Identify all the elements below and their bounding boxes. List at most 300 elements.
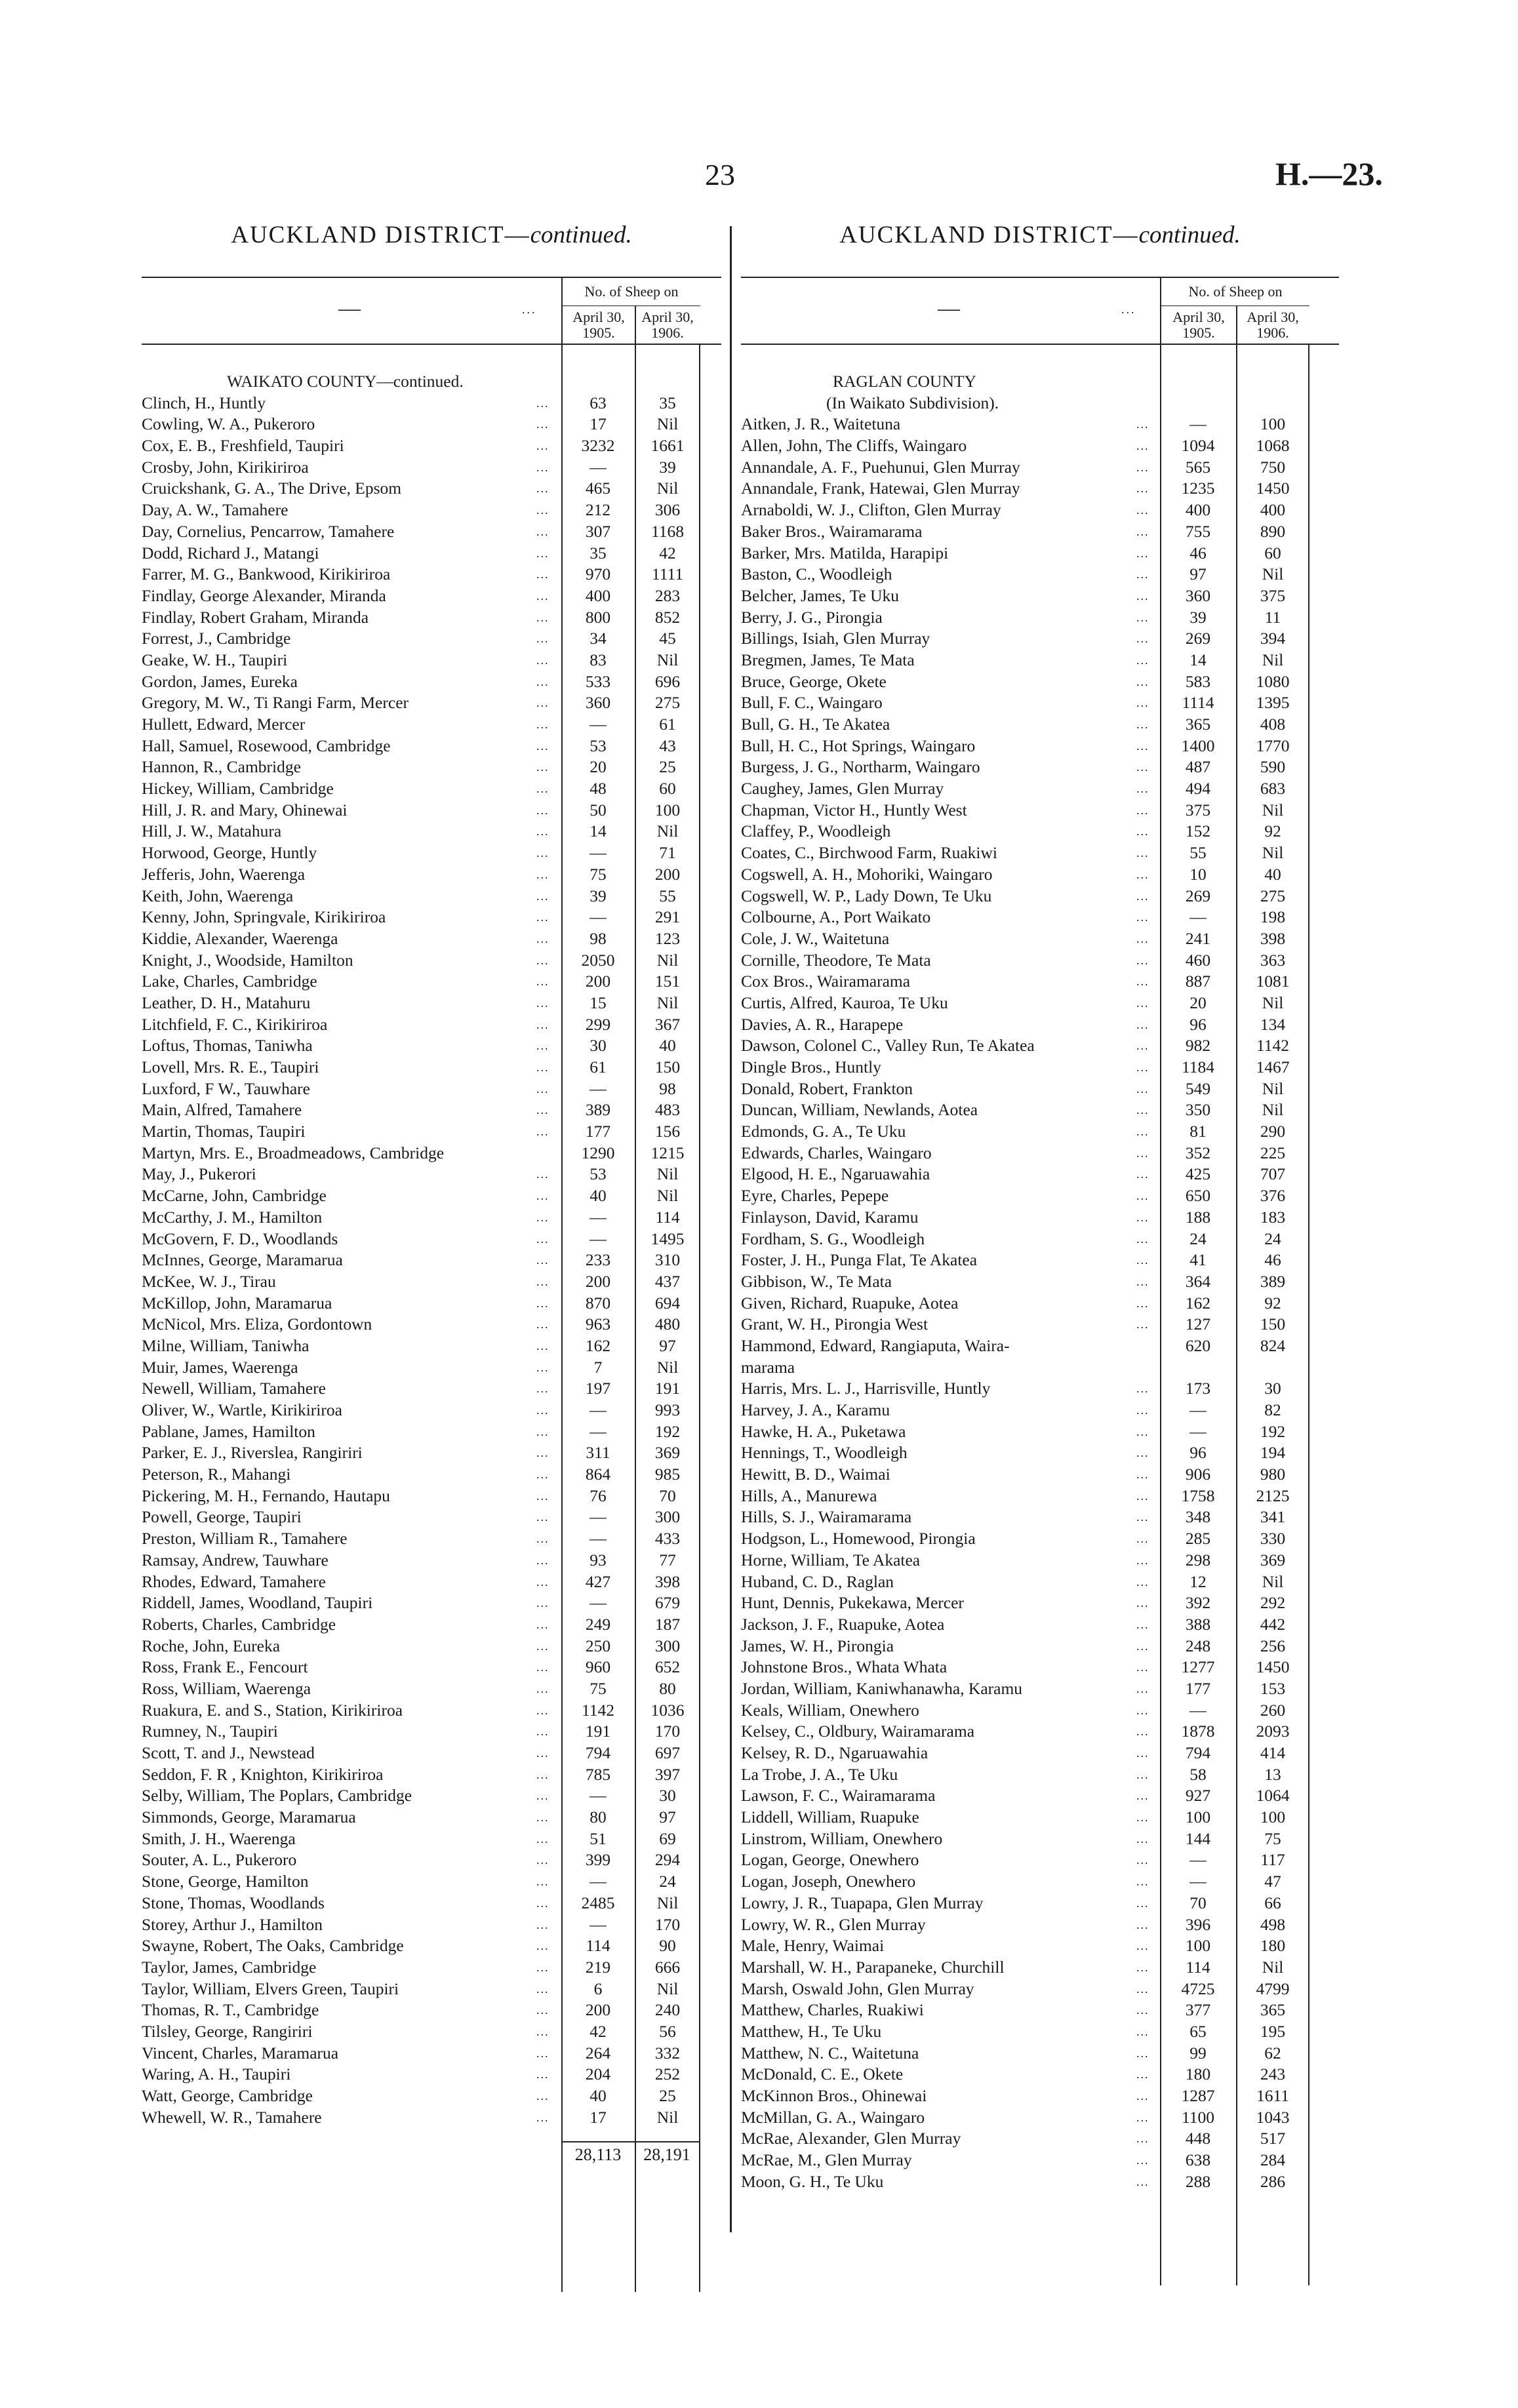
sheep-1906: Nil bbox=[656, 2107, 679, 2127]
table-row bbox=[142, 864, 721, 886]
owner-name: Ruakura, E. and S., Station, Kirikiriroa bbox=[142, 1700, 403, 1720]
table-row bbox=[741, 1636, 1339, 1657]
sheep-1906: Nil bbox=[656, 1357, 679, 1377]
sheep-1906: Nil bbox=[656, 950, 679, 970]
sheep-1906: 1215 bbox=[650, 1143, 685, 1162]
sheep-1905: — bbox=[589, 457, 607, 477]
owner-name: Harvey, J. A., Karamu bbox=[741, 1400, 890, 1419]
leader-dots: ... bbox=[1136, 675, 1149, 688]
owner-name: Marsh, Oswald John, Glen Murray bbox=[741, 1979, 974, 1998]
table-row bbox=[741, 1442, 1339, 1464]
leader-dots: ... bbox=[1136, 524, 1149, 538]
sheep-1906: 195 bbox=[1260, 2021, 1286, 2041]
sheep-1905: 61 bbox=[589, 1057, 607, 1076]
leader-dots: ... bbox=[536, 503, 549, 517]
sheep-1905: 425 bbox=[1185, 1164, 1211, 1184]
table-row bbox=[142, 1014, 721, 1036]
sheep-1905: 14 bbox=[589, 821, 607, 841]
table-row bbox=[741, 1250, 1339, 1271]
table-row bbox=[142, 1807, 721, 1828]
leader-dots: ... bbox=[536, 1789, 549, 1803]
owner-name: Cole, J. W., Waitetuna bbox=[741, 928, 890, 948]
leader-dots: ... bbox=[536, 1189, 549, 1203]
table-row bbox=[142, 1271, 721, 1293]
county-heading-text: RAGLAN COUNTY bbox=[833, 372, 976, 391]
table-row bbox=[741, 1421, 1339, 1443]
leader-dots: ... bbox=[1136, 1404, 1149, 1417]
table-row bbox=[142, 971, 721, 993]
table-row bbox=[142, 692, 721, 714]
sheep-1906: 13 bbox=[1264, 1764, 1281, 1784]
sheep-1906: 400 bbox=[1260, 500, 1286, 520]
table-row bbox=[741, 1785, 1339, 1807]
leader-dots: ... bbox=[536, 1510, 549, 1524]
owner-name: Watt, George, Cambridge bbox=[142, 2086, 313, 2105]
leader-dots: ... bbox=[536, 589, 549, 602]
sheep-1906: 398 bbox=[1260, 928, 1286, 948]
sheep-1905: 127 bbox=[1185, 1314, 1211, 1334]
owner-name: Milne, William, Taniwha bbox=[142, 1335, 310, 1355]
sheep-1906: 40 bbox=[659, 1036, 676, 1056]
sheep-1906: 310 bbox=[654, 1250, 681, 1270]
leader-dots: ... bbox=[536, 2003, 549, 2017]
leader-dots: ... bbox=[1136, 1853, 1149, 1867]
sheep-1905: 1878 bbox=[1181, 1722, 1215, 1741]
sheep-1906: 1661 bbox=[650, 436, 685, 456]
owner-name: Clinch, H., Huntly bbox=[142, 393, 266, 412]
owner-name: Litchfield, F. C., Kirikiriroa bbox=[142, 1014, 328, 1034]
owner-name: Logan, George, Onewhero bbox=[741, 1850, 919, 1870]
leader-dots: ... bbox=[536, 1468, 549, 1482]
leader-dots: ... bbox=[536, 1296, 549, 1310]
leader-dots: ... bbox=[536, 460, 549, 474]
owner-name: Matthew, Charles, Ruakiwi bbox=[741, 2000, 924, 2020]
sheep-1906: 1043 bbox=[1256, 2107, 1290, 2127]
table-row bbox=[142, 2000, 721, 2021]
sheep-1905: 487 bbox=[1185, 757, 1211, 777]
owner-name: Souter, A. L., Pukeroro bbox=[142, 1850, 297, 1870]
sheep-1906: 39 bbox=[659, 457, 676, 477]
sheep-1906: 1395 bbox=[1256, 693, 1290, 713]
table-row bbox=[741, 993, 1339, 1014]
sheep-1905: — bbox=[1189, 1850, 1207, 1870]
leader-dots: ... bbox=[1136, 825, 1149, 839]
sheep-1905: 96 bbox=[1189, 1443, 1207, 1463]
sheep-1905: — bbox=[589, 1593, 607, 1613]
sheep-1905: 40 bbox=[589, 1186, 607, 1206]
table-row bbox=[741, 1464, 1339, 1486]
header-col-1906: April 30, 1906. bbox=[1236, 306, 1308, 344]
owner-name: Bull, H. C., Hot Springs, Waingaro bbox=[741, 736, 976, 755]
owner-name: Bregmen, James, Te Mata bbox=[741, 650, 915, 669]
owner-name: Claffey, P., Woodleigh bbox=[741, 821, 891, 841]
leader-dots: ... bbox=[1136, 1896, 1149, 1910]
owner-name: Kenny, John, Springvale, Kirikiriroa bbox=[142, 907, 386, 927]
sheep-1906: 200 bbox=[654, 864, 681, 884]
leader-dots: ... bbox=[536, 1553, 549, 1567]
owner-name: Baston, C., Woodleigh bbox=[741, 564, 892, 584]
sheep-1905: — bbox=[589, 1507, 607, 1527]
owner-name: Hall, Samuel, Rosewood, Cambridge bbox=[142, 736, 391, 755]
owner-name: Allen, John, The Cliffs, Waingaro bbox=[741, 436, 967, 456]
leader-dots: ... bbox=[536, 1532, 549, 1546]
sheep-1906: 890 bbox=[1260, 521, 1286, 541]
sheep-1906: 300 bbox=[654, 1636, 681, 1655]
leader-dots: ... bbox=[1136, 418, 1149, 431]
leader-dots: ... bbox=[1136, 1596, 1149, 1610]
sheep-1905: — bbox=[1189, 414, 1207, 434]
leader-dots: ... bbox=[536, 718, 549, 731]
owner-name: Chapman, Victor H., Huntly West bbox=[741, 800, 967, 819]
owner-name: Farrer, M. G., Bankwood, Kirikiriroa bbox=[142, 564, 391, 584]
sheep-1905: 241 bbox=[1185, 928, 1211, 948]
sheep-1906: Nil bbox=[1262, 1100, 1284, 1120]
table-row bbox=[142, 650, 721, 671]
owner-name: Swayne, Robert, The Oaks, Cambridge bbox=[142, 1936, 404, 1956]
sheep-1905: 460 bbox=[1185, 950, 1211, 970]
owner-name: Vincent, Charles, Maramarua bbox=[142, 2043, 339, 2063]
table-row bbox=[142, 1764, 721, 1786]
table-row bbox=[741, 886, 1339, 907]
district-title bbox=[142, 216, 721, 254]
table-row bbox=[142, 1721, 721, 1743]
owner-name: Crosby, John, Kirikiriroa bbox=[142, 457, 309, 477]
sheep-1905: 620 bbox=[1185, 1335, 1211, 1355]
sheep-1906: 1081 bbox=[1256, 972, 1290, 991]
owner-name: Finlayson, David, Karamu bbox=[741, 1207, 919, 1227]
leader-dots: ... bbox=[1136, 1639, 1149, 1653]
leader-dots: ... bbox=[1136, 1425, 1149, 1438]
right-column bbox=[741, 216, 1339, 2285]
sheep-1905: — bbox=[589, 1421, 607, 1441]
leader-dots: ... bbox=[1136, 1103, 1149, 1117]
sheep-1905: 1277 bbox=[1181, 1657, 1215, 1677]
owner-name: Hill, J. W., Matahura bbox=[142, 821, 282, 841]
sheep-1906: 1611 bbox=[1256, 2086, 1290, 2105]
sheep-1905: 970 bbox=[585, 564, 611, 584]
sheep-1906: 150 bbox=[654, 1057, 681, 1076]
sheep-1905: 50 bbox=[589, 800, 607, 819]
page-number: 23 bbox=[705, 158, 735, 191]
sheep-1906: 283 bbox=[654, 585, 681, 605]
header-description-dash: — bbox=[338, 296, 361, 321]
sheep-1906: 284 bbox=[1260, 2150, 1286, 2170]
table-row bbox=[741, 714, 1339, 736]
table-row bbox=[142, 2107, 721, 2129]
sheep-1905: 93 bbox=[589, 1550, 607, 1569]
sheep-1906: 198 bbox=[1260, 907, 1286, 927]
sheep-1905: 114 bbox=[586, 1936, 610, 1956]
leader-dots: ... bbox=[536, 1767, 549, 1781]
sheep-1906: 183 bbox=[1260, 1207, 1286, 1227]
sheep-1906: 25 bbox=[659, 757, 676, 777]
sheep-1906: 437 bbox=[654, 1271, 681, 1291]
sheep-1905: 200 bbox=[585, 1271, 611, 1291]
leader-dots: ... bbox=[1136, 1446, 1149, 1460]
owner-name: Marshall, W. H., Parapaneke, Churchill bbox=[741, 1957, 1005, 1977]
sheep-1905: 963 bbox=[585, 1314, 611, 1334]
owner-name: Cruickshank, G. A., The Drive, Epsom bbox=[142, 479, 402, 498]
sheep-1906: Nil bbox=[656, 1979, 679, 1998]
sheep-1906: 397 bbox=[654, 1764, 681, 1784]
leader-dots: ... bbox=[536, 2089, 549, 2102]
sheep-1906: 97 bbox=[659, 1807, 676, 1827]
sheep-1906: 11 bbox=[1264, 607, 1281, 627]
owner-name: Hills, S. J., Wairamarama bbox=[741, 1507, 912, 1527]
owner-name: Keith, John, Waerenga bbox=[142, 886, 294, 905]
leader-dots: ... bbox=[1136, 1039, 1149, 1053]
leader-dots: ... bbox=[536, 1082, 549, 1095]
leader-dots: ... bbox=[1136, 1510, 1149, 1524]
leader-dots: ... bbox=[1136, 1189, 1149, 1203]
owner-name: Bull, G. H., Te Akatea bbox=[741, 715, 890, 734]
leader-dots: ... bbox=[536, 546, 549, 560]
leader-dots: ... bbox=[1136, 782, 1149, 796]
owner-name: Gordon, James, Eureka bbox=[142, 671, 298, 691]
sheep-1905: 48 bbox=[589, 779, 607, 799]
leader-dots: ... bbox=[1136, 1253, 1149, 1267]
sheep-1905: 219 bbox=[585, 1957, 611, 1977]
table-row bbox=[741, 1035, 1339, 1057]
sheep-1906: 60 bbox=[1264, 543, 1281, 563]
owner-name: Colbourne, A., Port Waikato bbox=[741, 907, 931, 927]
sheep-1906: 1080 bbox=[1256, 671, 1290, 691]
leader-dots: ... bbox=[536, 1811, 549, 1825]
sheep-1906: 363 bbox=[1260, 950, 1286, 970]
sheep-1906: 170 bbox=[654, 1914, 681, 1934]
table-row bbox=[142, 1636, 721, 1657]
sheep-1906: 389 bbox=[1260, 1271, 1286, 1291]
sheep-1905: 1400 bbox=[1181, 736, 1215, 755]
sheep-1906: 332 bbox=[654, 2043, 681, 2063]
table-row bbox=[741, 1121, 1339, 1143]
total-1905: 28,113 bbox=[574, 2145, 622, 2165]
sheep-1905: 76 bbox=[589, 1486, 607, 1505]
table-row bbox=[741, 864, 1339, 886]
owner-name: McKinnon Bros., Ohinewai bbox=[741, 2086, 927, 2105]
header-leader-dots: ... bbox=[522, 303, 537, 316]
leader-dots: ... bbox=[536, 1061, 549, 1074]
leader-dots: ... bbox=[1136, 1617, 1149, 1631]
sheep-1905: 200 bbox=[585, 2000, 611, 2020]
owner-name: Keals, William, Onewhero bbox=[741, 1700, 919, 1720]
leader-dots: ... bbox=[536, 803, 549, 817]
sheep-1906: 408 bbox=[1260, 715, 1286, 734]
sheep-1905: 392 bbox=[1185, 1593, 1211, 1613]
leader-dots: ... bbox=[1136, 2110, 1149, 2124]
sheep-1906: 42 bbox=[659, 543, 676, 563]
leader-dots: ... bbox=[536, 1832, 549, 1845]
sheep-1905: 4725 bbox=[1181, 1979, 1215, 1998]
sheep-1905: 906 bbox=[1185, 1465, 1211, 1484]
sheep-1905: 53 bbox=[589, 1164, 607, 1184]
owner-name: McCarthy, J. M., Hamilton bbox=[142, 1207, 323, 1227]
sheep-1906: 697 bbox=[654, 1743, 681, 1762]
table-row bbox=[741, 1979, 1339, 2000]
sheep-1905: 20 bbox=[589, 757, 607, 777]
sheep-1905: 177 bbox=[1185, 1678, 1211, 1698]
table-row bbox=[741, 457, 1339, 479]
sheep-1906: 517 bbox=[1260, 2129, 1286, 2148]
owner-name: Duncan, William, Newlands, Aotea bbox=[741, 1100, 978, 1120]
owner-name: Elgood, H. E., Ngaruawahia bbox=[741, 1164, 930, 1184]
table-row bbox=[741, 971, 1339, 993]
sheep-1905: — bbox=[1189, 1400, 1207, 1419]
sheep-1906: Nil bbox=[1262, 1957, 1284, 1977]
table-row bbox=[142, 1550, 721, 1571]
sheep-1905: 565 bbox=[1185, 457, 1211, 477]
table-row bbox=[142, 1871, 721, 1893]
leader-dots: ... bbox=[1136, 589, 1149, 602]
table-row bbox=[741, 1357, 1339, 1379]
sheep-1906: 123 bbox=[654, 928, 681, 948]
sheep-1905: 41 bbox=[1189, 1250, 1207, 1270]
owner-name: Cogswell, A. H., Mohoriki, Waingaro bbox=[741, 864, 993, 884]
owner-name: Hewitt, B. D., Waimai bbox=[741, 1465, 890, 1484]
sheep-1905: 12 bbox=[1189, 1571, 1207, 1591]
sheep-1905: 400 bbox=[1185, 500, 1211, 520]
leader-dots: ... bbox=[1136, 2046, 1149, 2060]
leader-dots: ... bbox=[1136, 1575, 1149, 1589]
sheep-1905: 350 bbox=[1185, 1100, 1211, 1120]
table-row bbox=[741, 1678, 1339, 1700]
sheep-1905: 173 bbox=[1185, 1379, 1211, 1398]
table-row bbox=[741, 1807, 1339, 1828]
sheep-1906: 330 bbox=[1260, 1529, 1286, 1549]
sheep-1906: 70 bbox=[659, 1486, 676, 1505]
sheep-1906: 306 bbox=[654, 500, 681, 520]
table-row bbox=[142, 457, 721, 479]
table-row bbox=[142, 714, 721, 736]
table-row bbox=[142, 1785, 721, 1807]
table-row bbox=[142, 543, 721, 564]
sheep-1905: 269 bbox=[1185, 629, 1211, 648]
sheep-1906: 696 bbox=[654, 671, 681, 691]
leader-dots: ... bbox=[1136, 653, 1149, 667]
sheep-1906: 134 bbox=[1260, 1014, 1286, 1034]
table-row bbox=[142, 1421, 721, 1443]
table-row bbox=[142, 1743, 721, 1764]
leader-dots: ... bbox=[1136, 2175, 1149, 2188]
sheep-1906: 98 bbox=[659, 1078, 676, 1098]
sheep-1905: 264 bbox=[585, 2043, 611, 2063]
sheep-1905: 100 bbox=[1185, 1807, 1211, 1827]
leader-dots: ... bbox=[1136, 1725, 1149, 1739]
table-row bbox=[142, 1207, 721, 1229]
leader-dots: ... bbox=[536, 760, 549, 774]
table-row bbox=[741, 1164, 1339, 1185]
owner-name: Storey, Arthur J., Hamilton bbox=[142, 1914, 323, 1934]
sheep-1905: 389 bbox=[585, 1100, 611, 1120]
owner-name: Matthew, N. C., Waitetuna bbox=[741, 2043, 919, 2063]
leader-dots: ... bbox=[536, 1446, 549, 1460]
owner-name: May, J., Pukerori bbox=[142, 1164, 256, 1184]
sheep-1906: 369 bbox=[1260, 1550, 1286, 1569]
owner-name: McKee, W. J., Tirau bbox=[142, 1271, 276, 1291]
leader-dots: ... bbox=[536, 418, 549, 431]
owner-name: Horne, William, Te Akatea bbox=[741, 1550, 921, 1569]
sheep-1905: 794 bbox=[585, 1743, 611, 1762]
sheep-1905: 35 bbox=[589, 543, 607, 563]
table-row bbox=[142, 1185, 721, 1207]
owner-name: McRae, Alexander, Glen Murray bbox=[741, 2129, 961, 2148]
table-row bbox=[142, 435, 721, 457]
table-row bbox=[142, 1592, 721, 1614]
sheep-1905: — bbox=[1189, 907, 1207, 927]
table-row bbox=[142, 1293, 721, 1314]
sheep-1905: 114 bbox=[1186, 1957, 1210, 1977]
leader-dots: ... bbox=[536, 610, 549, 624]
sheep-1905: 2485 bbox=[581, 1893, 615, 1912]
leader-dots: ... bbox=[1136, 1082, 1149, 1095]
sheep-1906: 1450 bbox=[1256, 1657, 1290, 1677]
sheep-1905: 785 bbox=[585, 1764, 611, 1784]
owner-name: McMillan, G. A., Waingaro bbox=[741, 2107, 925, 2127]
sheep-1906: 498 bbox=[1260, 1914, 1286, 1934]
table-row bbox=[142, 500, 721, 521]
header-col-1905: April 30, 1905. bbox=[561, 306, 635, 344]
owner-name: Main, Alfred, Tamahere bbox=[142, 1100, 302, 1120]
sheep-1906: Nil bbox=[656, 479, 679, 498]
leader-dots: ... bbox=[536, 975, 549, 989]
leader-dots: ... bbox=[1136, 1811, 1149, 1825]
table-row bbox=[741, 1764, 1339, 1786]
leader-dots: ... bbox=[1136, 1125, 1149, 1139]
leader-dots: ... bbox=[536, 1682, 549, 1695]
sheep-1906: 40 bbox=[1264, 864, 1281, 884]
leader-dots: ... bbox=[536, 1103, 549, 1117]
sheep-1906: 117 bbox=[1260, 1850, 1285, 1870]
sheep-1906: 56 bbox=[659, 2021, 676, 2041]
table-row bbox=[741, 1550, 1339, 1571]
leader-dots: ... bbox=[1136, 739, 1149, 753]
sheep-1906: 80 bbox=[659, 1678, 676, 1698]
table-row bbox=[142, 1893, 721, 1914]
sheep-1906: Nil bbox=[1262, 843, 1284, 863]
leader-dots: ... bbox=[536, 953, 549, 967]
sheep-1906: 92 bbox=[1264, 821, 1281, 841]
table-row bbox=[142, 2043, 721, 2064]
county-heading bbox=[142, 371, 721, 393]
header-description-dash: — bbox=[938, 296, 960, 321]
owner-name: Kiddie, Alexander, Waerenga bbox=[142, 928, 338, 948]
sheep-1905: 2050 bbox=[581, 950, 615, 970]
owner-name: Cornille, Theodore, Te Mata bbox=[741, 950, 931, 970]
owner-name: Berry, J. G., Pirongia bbox=[741, 607, 883, 627]
leader-dots: ... bbox=[536, 2024, 549, 2038]
sheep-1905: 1142 bbox=[581, 1700, 615, 1720]
sheep-1905: 1094 bbox=[1181, 436, 1215, 456]
sheep-1906: 192 bbox=[1260, 1421, 1286, 1441]
sheep-1906: 679 bbox=[654, 1593, 681, 1613]
sheep-1905: 233 bbox=[585, 1250, 611, 1270]
sheep-1906: 442 bbox=[1260, 1614, 1286, 1634]
sheep-1906: 590 bbox=[1260, 757, 1286, 777]
owner-name: Findlay, George Alexander, Miranda bbox=[142, 585, 386, 605]
leader-dots: ... bbox=[536, 653, 549, 667]
county-heading-text: WAIKATO COUNTY—continued. bbox=[227, 372, 464, 391]
owner-name: Male, Henry, Waimai bbox=[741, 1936, 885, 1956]
table-row bbox=[741, 1700, 1339, 1722]
sheep-1906: Nil bbox=[656, 1164, 679, 1184]
table-row bbox=[142, 585, 721, 607]
sheep-1906: Nil bbox=[656, 1186, 679, 1206]
table-row bbox=[741, 950, 1339, 972]
leader-dots: ... bbox=[1136, 460, 1149, 474]
owner-name: Lovell, Mrs. R. E., Taupiri bbox=[142, 1057, 319, 1076]
sheep-1905: 927 bbox=[1185, 1786, 1211, 1806]
table-row bbox=[741, 1721, 1339, 1743]
